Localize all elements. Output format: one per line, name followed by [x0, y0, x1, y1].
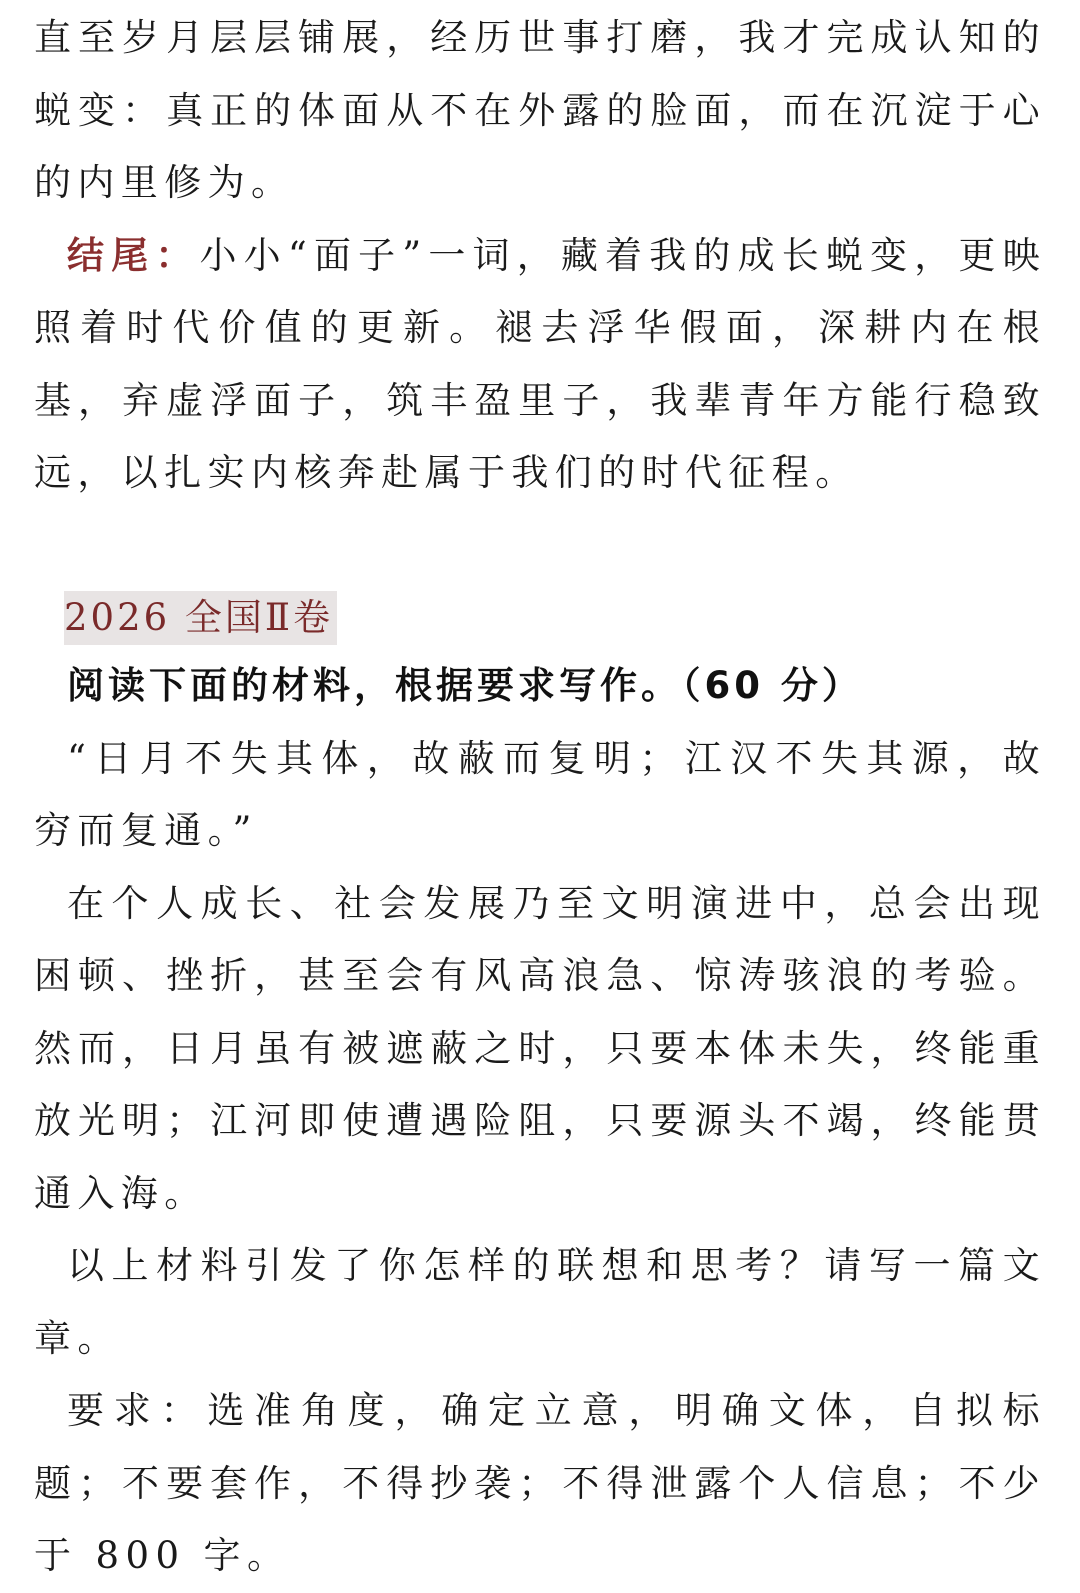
- section-tag-row: [34, 591, 1046, 647]
- material-paragraph: 在个人成长、社会发展乃至文明演进中，总会出现困顿、挫折，甚至会有风高浪急、惊涛骇浪的考验。然而，日月虽有被遮蔽之时，只要本体未失，终能重放光明；江河即使遭遇险阻，只要源头不竭，终能贯通入海。: [34, 881, 1046, 1215]
- document-page: [0, 2, 1080, 1577]
- essay-ending-paragraph: [34, 220, 1046, 510]
- essay-intro-paragraph: 直至岁月层层铺展，经历世事打磨，我才完成认知的蜕变：真正的体面从不在外露的脸面，而在沉淀于心的内里修为。: [34, 16, 1046, 204]
- prompt-title: 阅读下面的材料，根据要求写作。（60 分）: [67, 663, 863, 707]
- ending-label: 结尾：: [67, 233, 200, 277]
- requirements-paragraph: 要求：选准角度，确定立意，明确文体，自拟标题；不要套作，不得抄袭；不得泄露个人信息；不少于 800 字。: [34, 1389, 1046, 1577]
- question-paragraph: 以上材料引发了你怎样的联想和思考？请写一篇文章。: [34, 1244, 1046, 1360]
- section-spacer: [34, 510, 1046, 591]
- section-tag: 2026 全国Ⅱ卷: [64, 591, 337, 645]
- ending-text: 小小“面子”一词，藏着我的成长蜕变，更映照着时代价值的更新。褪去浮华假面，深耕内在根基，弃虚浮面子，筑丰盈里子，我辈青年方能行稳致远，以扎实内核奔赴属于我们的时代征程。: [34, 233, 1046, 494]
- quote-paragraph: “日月不失其体，故蔽而复明；江汉不失其源，故穷而复通。”: [34, 736, 1046, 852]
